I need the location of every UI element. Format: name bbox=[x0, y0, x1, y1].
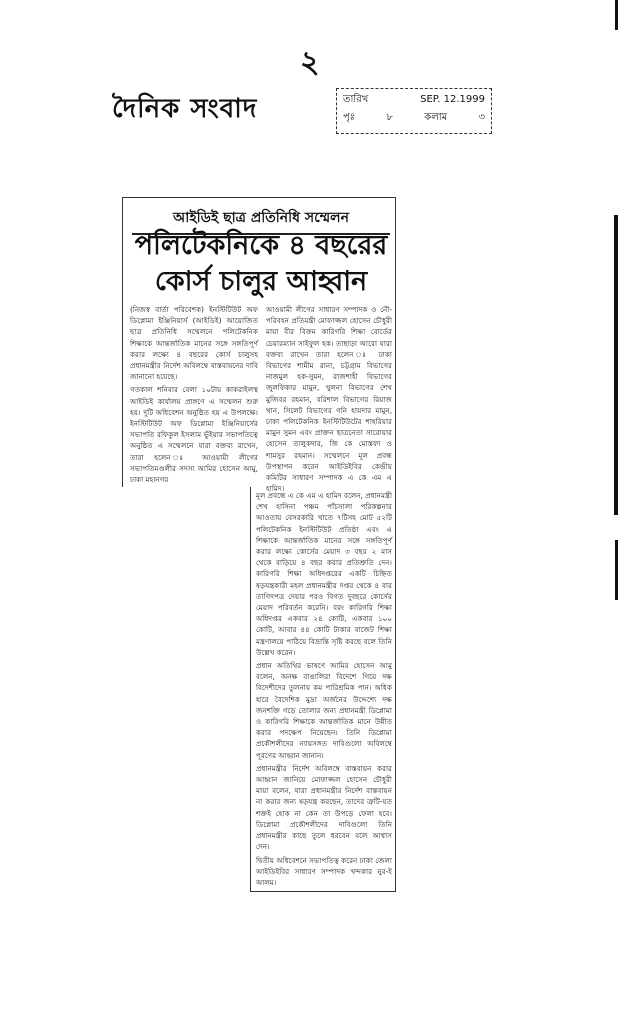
page-value: ৮ bbox=[386, 112, 393, 123]
headline-line-2: কোর্স চালুর আহ্বান bbox=[154, 266, 368, 297]
column-value: ৩ bbox=[478, 112, 485, 123]
scan-edge-mark bbox=[615, 540, 618, 600]
scan-edge-mark bbox=[614, 215, 618, 515]
date-row bbox=[343, 91, 485, 109]
date-stamp-box bbox=[336, 88, 492, 134]
headline-line-1: পলিটেকনিকে ৪ বছরের bbox=[134, 230, 388, 261]
column-c-paragraph: মূল প্রবন্ধে এ কে এম এ হামিদ বলেন, প্রধানমন্ত্রী শেখ হাসিনা পঞ্চম পাঁচসালা পরিকল্পনার আওতায় বেসরকারি খাতে ৭টিসহ মোট ৫২টি পলিটেকনিক ইনস্টিটিউট প্রতিষ্ঠা এবং এ শিক্ষাকে আন্তর্জাতিক মানের সঙ্গে সঙ্গতিপূর্ণ করার লক্ষ্যে কোর্সের মেয়াদ ৩ বছর ২ মাস থেকে বাড়িয়ে ৪ বছর করার প্রতিশ্রুতি দেন। কারিগরি শিক্ষা অধিদপ্তরের একটি চিহ্নিত ষড়যন্ত্রকারী মহল প্রধানমন্ত্রীর দপ্তর থেকে ৪ বার তাগিদপত্র দেয়ার পরও বিগত দুবছরে কোর্সের মেয়াদ পরিবর্তন করেনি। বরং কারিগরি শিক্ষা অধিদপ্তর একবার ২৪ কোটি, একবার ১০০ কোটি, আবার ৪৪ কোটি টাকার বাজেট শিক্ষা মন্ত্রণালয়ে পাঠিয়ে বিভ্রান্তি সৃষ্টি করছে বলে তিনি উল্লেখ করেন। bbox=[256, 491, 392, 657]
column-a-paragraph: (নিজস্ব বার্তা পরিবেশক) ইনস্টিটিউট অফ ডিপ্লোমা ইঞ্জিনিয়ার্স (আইডিই) আয়োজিত ছাত্র প্রতিনিধি সম্মেলনে পলিটেকনিক শিক্ষাকে আন্তর্জাতিক মানের সঙ্গে সঙ্গতিপূর্ণ করার লক্ষ্যে ৪ বছরের কোর্স চালুসহ প্রধানমন্ত্রীর নির্দেশ অবিলম্বে বাস্তবায়নের দাবি জানানো হয়েছে। bbox=[130, 305, 258, 382]
page-column-row bbox=[343, 109, 485, 127]
clipping-border-right bbox=[395, 197, 396, 487]
article-headline bbox=[128, 228, 394, 300]
column-label: কলাম bbox=[424, 112, 448, 123]
column-c-paragraph: প্রধান অতিথির ভাষণে আমির হোসেন আমু বলেন, অনক্ষ বাঙালিরা বিদেশে গিয়ে দক্ষ বিদেশীদের তুলনায় কম পারিশ্রমিক পান। অধিক হারে বৈদেশিক মুদ্রা অর্জনের উদ্দেশ্যে দক্ষ জনশক্তি গড়ে তোলার জন্য প্রধানমন্ত্রী ডিপ্লোমা ও কারিগরি শিক্ষাকে আন্তর্জাতিক মানে উন্নীত করার পদক্ষেপ নিয়েছেন। তিনি ডিপ্লোমা প্রকৌশলীদের ন্যায়সঙ্গত দাবিগুলো অবিলম্বে পূরণের আহ্বান জানান। bbox=[256, 661, 392, 760]
page-label: পৃঃ bbox=[343, 112, 356, 123]
column-a-paragraph: গতকাল শনিবার বেলা ১০টায় কাকরাইলস্থ আইডিই কার্যালয় প্রাঙ্গণে এ সম্মেলন শুরু হয়। দুটি অধিবেশন অনুষ্ঠিত হয় এ উপলক্ষে। ইনস্টিটিউট অফ ডিপ্লোমা ইঞ্জিনিয়ার্সের সভাপতি রফিকুল ইসলাম ভুঁইয়ার সভাপতিত্বে অনুষ্ঠিত এ সম্মেলনে যারা বক্তব্য রাখেন, তারা হলেন ঃ আওয়ামী লীগের সভাপতিমণ্ডলীর সদস্য আমির হোসেন আমু, ঢাকা মহানগর bbox=[130, 385, 258, 485]
page-number: ২ bbox=[300, 45, 320, 80]
scan-edge-mark bbox=[615, 0, 618, 30]
newspaper-masthead: দৈনিক সংবাদ bbox=[112, 94, 258, 124]
article-kicker: আইডিই ছাত্র প্রতিনিধি সম্মেলন bbox=[132, 206, 390, 235]
article-column-b bbox=[266, 304, 392, 494]
date-label: তারিখ bbox=[343, 94, 369, 105]
column-b-paragraph: আওয়ামী লীগের সাধারণ সম্পাদক ও নৌ-পরিবহন প্রতিমন্ত্রী মোফাজ্জল হোসেন চৌধুরী মায়া বীর বিক্রম কারিগরি শিক্ষা বোর্ডের চেয়ারম্যান সাইফুল হক। তাছাড়া আরো যারা বক্তব্য রাখেন তারা হলেন ঃ ঢাকা বিভাগের শামীম রানা, চট্টগ্রাম বিভাগের নাজমুল হক-সুমন, রাজশাহী বিভাগের জুলফিকার মামুন, খুলনা বিভাগের শেখ মুজিবর রহমান, বরিশাল বিভাগের রিয়াজ খান, সিলেট বিভাগের গনি হায়দার মামুন, ঢাকা পলিটেকনিক ইনস্টিটিউটের শাহরিয়ার মামুন সুমন এবং প্রাক্তন ছাত্রনেতা সারোয়ার হোসেন তালুকদার, জি কে মোস্তফা ও শামসুর রহমান। সম্মেলনে মূল প্রবন্ধ উপস্থাপন করেন আইডিইবির কেন্দ্রীয় কমিটির সাধারণ সম্পাদক এ কে এম এ হামিদ। bbox=[266, 305, 392, 494]
column-c-paragraph: দ্বিতীয় অধিবেশনে সভাপতিত্ব করেন ঢাকা জেলা আইডিইবির সাধারণ সম্পাদক খন্দকার নুর-ই আলম। bbox=[256, 855, 392, 887]
article-column-a bbox=[130, 304, 258, 484]
article-column-c bbox=[256, 490, 392, 888]
date-value: SEP. 12.1999 bbox=[420, 94, 485, 105]
column-c-paragraph: প্রধানমন্ত্রীর নির্দেশ অবিলম্বে বাস্তবায়ন করার আহ্বান জানিয়ে মোফাজ্জল হোসেন চৌধুরী মায়া বলেন, যারা প্রধানমন্ত্রীর নির্দেশ বাস্তবায়ন না করার জন্য ষড়যন্ত্র করছেন, তাদের ত্রুটি-যত শক্তই হোক না কেন তা উপড়ে ফেলা হবে। ডিপ্লোমা প্রকৌশলীদের দাবিগুলো তিনি প্রধানমন্ত্রীর কাছে তুলে ধরবেন বলে আশ্বাস দেন। bbox=[256, 763, 392, 852]
